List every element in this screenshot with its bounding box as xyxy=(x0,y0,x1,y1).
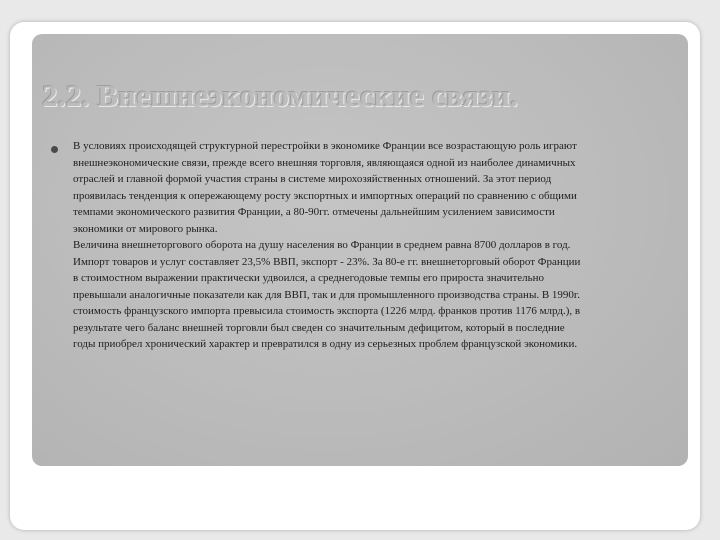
text-line: стоимость французского импорта превысила стоимость экспорта (1226 млрд. франков против 1176 млрд.), в xyxy=(73,305,581,317)
text-line: Импорт товаров и услуг составляет 23,5% ВВП, экспорт - 23%. За 80-е гг. внешнеторговый оборот Франции xyxy=(73,255,581,268)
bullet-marker xyxy=(51,146,58,153)
text-line: внешнеэкономические связи, прежде всего внешняя торговля, являющаяся одной из наиболее динамичных xyxy=(73,156,576,169)
text-line: годы приобрел хронический характер и превратился в одну из серьезных проблем французской экономики. xyxy=(73,338,578,350)
text-line: экономики от мирового рынка. xyxy=(73,222,218,235)
body-paragraph xyxy=(73,138,679,353)
text-line: проявилась тенденция к опережающему росту экспортных и импортных операций по сравнению с общими xyxy=(73,189,577,202)
text-line: в стоимостном выражении практически удвоился, а среднегодовые темпы его прироста значительно xyxy=(73,272,545,284)
text-line: отраслей и главной формой участия страны в системе мирохозяйственных отношений. За этот период xyxy=(73,173,552,185)
slide-frame xyxy=(10,22,700,530)
text-line: результате чего баланс внешней торговли был сведен со значительным дефицитом, который в последние xyxy=(73,321,565,334)
text-line: Величина внешнеторгового оборота на душу населения во Франции в среднем равна 8700 долларов в год. xyxy=(73,239,571,251)
slide-title: 2.2. Внешнеэкономические связи. xyxy=(42,78,519,113)
text-line: превышали аналогичные показатели как для ВВП, так и для промышленного производства страны. В 1990г. xyxy=(73,288,580,301)
content-panel xyxy=(32,34,688,466)
text-line: темпами экономического развития Франции, а 80-90гг. отмечены дальнейшим усилением зависимости xyxy=(73,206,555,218)
text-line: В условиях происходящей структурной перестройки в экономике Франции все возрастающую роль играют xyxy=(73,140,577,152)
